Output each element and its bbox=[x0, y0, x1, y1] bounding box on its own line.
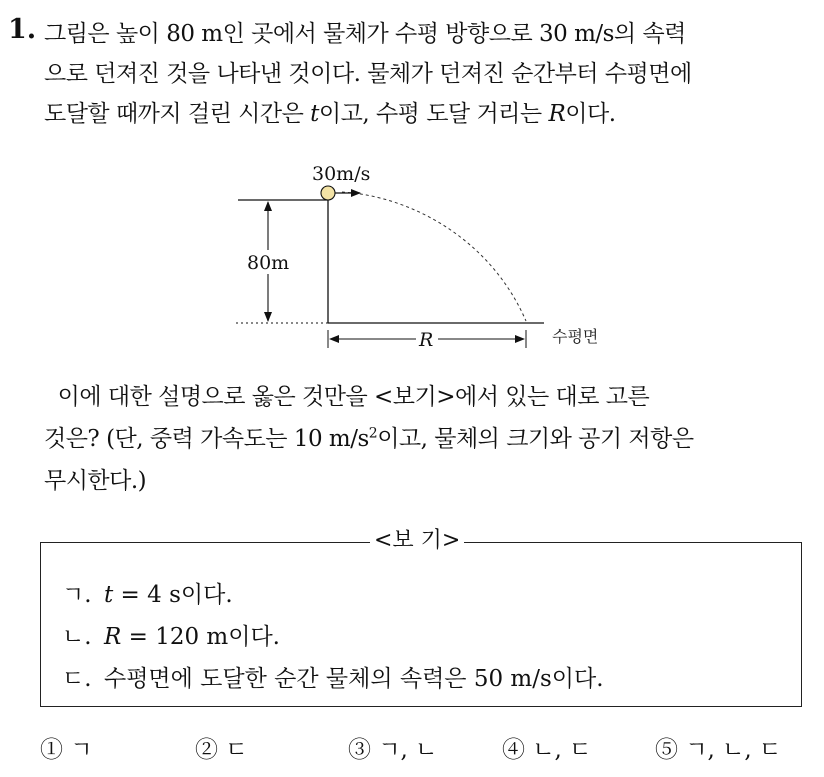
stem-line-2: 으로 던져진 것을 나타낸 것이다. 물체가 던져진 순간부터 수평면에 bbox=[44, 61, 692, 87]
speed-label: 30m/s bbox=[312, 163, 371, 185]
height-label: 80m bbox=[247, 252, 290, 274]
ground-label: 수평면 bbox=[552, 327, 599, 346]
var-t: t bbox=[310, 101, 319, 127]
var-r: R bbox=[548, 101, 566, 127]
bogi-items bbox=[62, 574, 604, 700]
ball bbox=[321, 186, 335, 200]
choice-1[interactable]: ① ㄱ bbox=[40, 737, 93, 763]
bogi-title: <보 기> bbox=[370, 526, 464, 556]
prompt-line-1: 이에 대한 설명으로 옳은 것만을 <보기>에서 있는 대로 고른 bbox=[57, 384, 650, 410]
prompt-line-3: 무시한다.) bbox=[44, 468, 147, 494]
choice-2[interactable]: ② ㄷ bbox=[195, 737, 248, 763]
projectile-diagram bbox=[230, 158, 630, 358]
choice-3[interactable]: ③ ㄱ, ㄴ bbox=[348, 737, 438, 763]
bogi-item-1: ㄱ. t = 4 s이다. bbox=[62, 582, 233, 608]
range-label: R bbox=[419, 329, 434, 351]
choice-4[interactable]: ④ ㄴ, ㄷ bbox=[502, 737, 592, 763]
question-number: 1. bbox=[8, 14, 37, 45]
stem-line-1: 그림은 높이 80 m인 곳에서 물체가 수평 방향으로 30 m/s의 속력 bbox=[44, 21, 686, 47]
prompt-line-2: 것은? (단, 중력 가속도는 10 $m/s^2$이고, 물체의 크기와 공기 저항은 bbox=[44, 425, 694, 452]
question-stem bbox=[44, 14, 814, 134]
question-prompt bbox=[44, 376, 814, 502]
choice-5[interactable]: ⑤ ㄱ, ㄴ, ㄷ bbox=[655, 737, 782, 763]
trajectory-curve bbox=[342, 192, 526, 321]
bogi-item-3: ㄷ. 수평면에 도달한 순간 물체의 속력은 50 m/s이다. bbox=[62, 666, 604, 692]
projectile-figure bbox=[230, 158, 630, 358]
stem-line-3: 도달할 때까지 걸린 시간은 t이고, 수평 도달 거리는 R이다. bbox=[44, 101, 616, 127]
bogi-item-2: ㄴ. R = 120 m이다. bbox=[62, 624, 280, 650]
